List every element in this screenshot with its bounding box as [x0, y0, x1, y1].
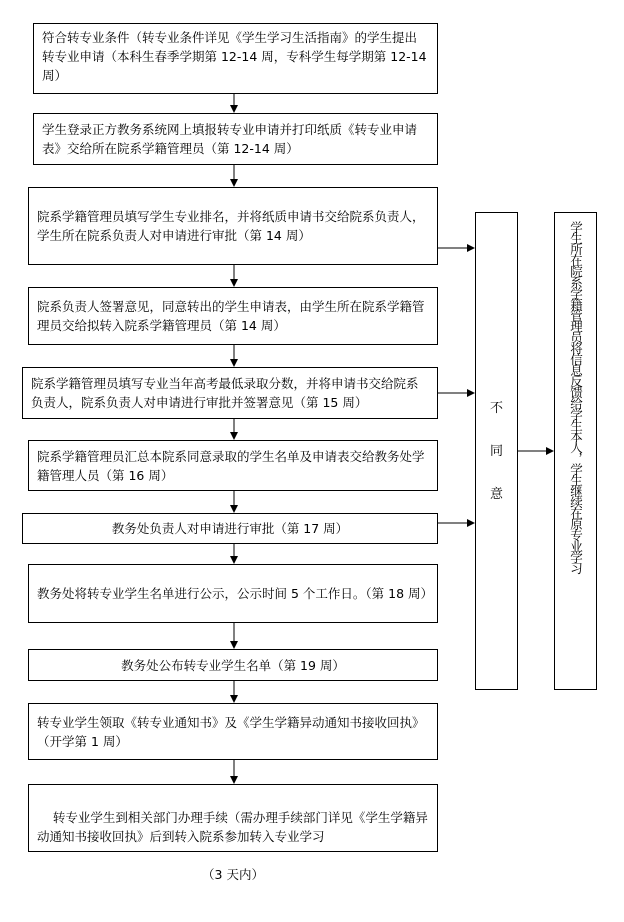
- step-2: 学生登录正方教务系统网上填报转专业申请并打印纸质《转专业申请表》交给所在院系学籍管理员（第 12-14 周）: [33, 113, 438, 165]
- reject-box: [475, 212, 518, 690]
- step-11-text: 转专业学生到相关部门办理手续（需办理手续部门详见《学生学籍异动通知书接收回执》后到转入院系参加转入专业学习: [37, 810, 428, 844]
- step-6: 院系学籍管理员汇总本院系同意录取的学生名单及申请表交给教务处学籍管理人员（第 16 周）: [28, 440, 438, 491]
- step-11: [28, 784, 438, 882]
- step-7: 教务处负责人对申请进行审批（第 17 周）: [22, 513, 438, 544]
- step-5: 院系学籍管理员填写专业当年高考最低录取分数，并将申请书交给院系负责人，院系负责人对申请进行审批并签署意见（第 15 周）: [22, 367, 438, 419]
- reject-char-2: 同: [489, 443, 503, 459]
- step-11-duration: （3 天内）: [202, 867, 264, 882]
- step-10: 转专业学生领取《转专业通知书》及《学生学籍异动通知书接收回执》 （开学第 1 周）: [28, 703, 438, 760]
- reject-char-3: 意: [489, 486, 503, 502]
- step-3: 院系学籍管理员填写学生专业排名，并将纸质申请书交给院系负责人，学生所在院系负责人对申请进行审批（第 14 周）: [28, 187, 438, 265]
- step-9: 教务处公布转专业学生名单（第 19 周）: [28, 649, 438, 681]
- step-1: 符合转专业条件（转专业条件详见《学生学习生活指南》的学生提出转专业申请（本科生春季学期第 12-14 周，专科学生每学期第 12-14 周）: [33, 23, 438, 94]
- feedback-box: [554, 212, 597, 690]
- reject-char-1: 不: [489, 400, 503, 416]
- feedback-text: 学生所在院系学籍管理员将信息反馈给学生本人，学生继续在原专业学习: [568, 221, 584, 573]
- step-8: 教务处将转专业学生名单进行公示，公示时间 5 个工作日。（第 18 周）: [28, 564, 438, 623]
- step-4: 院系负责人签署意见，同意转出的学生申请表，由学生所在院系学籍管理员交给拟转入院系学籍管理员（第 14 周）: [28, 287, 438, 345]
